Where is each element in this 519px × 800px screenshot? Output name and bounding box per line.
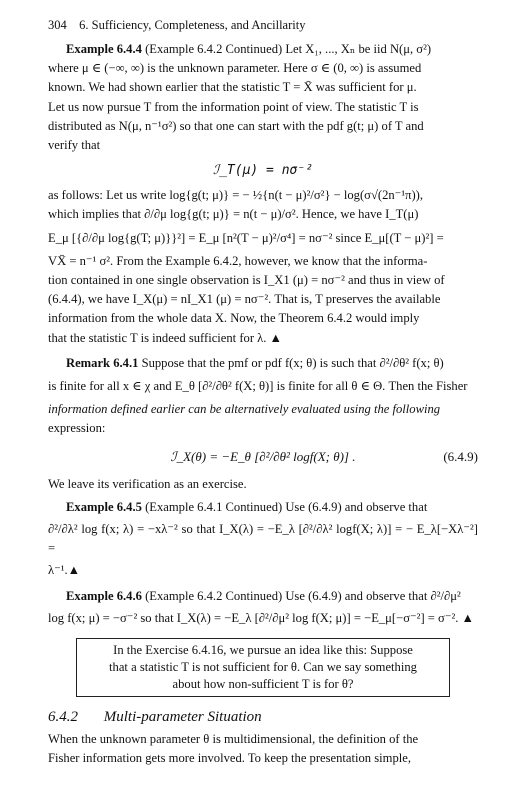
example-label: Example 6.4.6	[66, 588, 142, 603]
text-line: log f(x; μ) = −σ⁻² so that I_X(λ) = −E_λ [∂²/∂μ² log f(X; μ)] = −E_μ[−σ⁻²] = σ⁻². ▲	[48, 610, 475, 625]
text-line: known. We had shown earlier that the statistic T = X̄ was sufficient for μ.	[48, 80, 417, 95]
text-line: (6.4.4), we have I_X(μ) = nI_X1 (μ) = nσ⁻². That is, T preserves the available	[48, 292, 441, 307]
equation-body: ℐ_X(θ) = −E_θ [∂²/∂θ² logf(X; θ)] .	[170, 448, 356, 464]
note-line: about how non-sufficient T is for θ?	[172, 677, 354, 692]
running-header	[48, 18, 478, 40]
text-line: distributed as N(μ, n⁻¹σ²) so that one can start with the pdf g(t; μ) of T and	[48, 118, 424, 133]
text-line: E_μ [{∂/∂μ log{g(T; μ)}}²] = E_μ [n²(T − μ)²/σ⁴] = nσ⁻² since E_μ[(T − μ)²] =	[48, 230, 444, 245]
boxed-note	[76, 638, 450, 697]
text-line: λ⁻¹.▲	[48, 563, 81, 578]
remark-label: Remark 6.4.1	[66, 355, 139, 370]
display-equation: ℐ_T(μ) = nσ⁻²	[212, 163, 314, 179]
text-line: information from the whole data X. Now, the Theorem 6.4.2 would imply	[48, 311, 420, 326]
text-line: is finite for all x ∈ χ and E_θ [∂²/∂θ² f(X; θ)] is finite for all θ ∈ Θ. Then the Fisher	[48, 379, 468, 394]
text-line: When the unknown parameter θ is multidimensional, the definition of the	[48, 732, 419, 747]
equation-6-4-9	[48, 449, 478, 465]
example-label: Example 6.4.4	[66, 42, 142, 56]
running-title: 6. Sufficiency, Completeness, and Ancillarity	[79, 18, 306, 32]
section-heading	[48, 709, 478, 726]
text-line: verify that	[48, 138, 101, 153]
section-title: Multi-parameter Situation	[103, 709, 262, 726]
text-line: that the statistic T is indeed sufficient for λ. ▲	[48, 330, 283, 345]
text-line: We leave its verification as an exercise.	[48, 476, 247, 491]
example-6-4-6-line: Example 6.4.6 (Example 6.4.2 Continued) Use (6.4.9) and observe that ∂²/∂μ²	[66, 588, 461, 603]
text-line: ∂²/∂λ² log f(x; λ) = −xλ⁻² so that I_X(λ) = −E_λ [∂²/∂λ² logf(X; λ)] = − E_λ[−Xλ⁻²] =	[48, 522, 478, 556]
text-line: Fisher information gets more involved. To keep the presentation simple,	[48, 751, 411, 766]
example-label: Example 6.4.5	[66, 499, 142, 514]
text-line: VX̄ = n⁻¹ σ². From the Example 6.4.2, however, we know that the informa-	[48, 253, 428, 268]
text-line: information defined earlier can be alternatively evaluated using the following	[48, 402, 441, 417]
text-line: which implies that ∂/∂μ log{g(t; μ)} = n(t − μ)/σ². Hence, we have I_T(μ)	[48, 207, 419, 222]
equation-number: (6.4.9)	[443, 448, 478, 464]
text-line: expression:	[48, 421, 106, 436]
text-line: Let us now pursue T from the information point of view. The statistic T is	[48, 99, 419, 114]
section-number: 6.4.2	[48, 709, 78, 726]
page-number: 304	[48, 18, 67, 32]
example-6-4-5-line: Example 6.4.5 (Example 6.4.1 Continued) Use (6.4.9) and observe that	[66, 499, 428, 514]
page	[48, 18, 478, 768]
note-line: In the Exercise 6.4.16, we pursue an idea like this: Suppose	[113, 643, 413, 658]
remark-6-4-1-line: Remark 6.4.1 Suppose that the pmf or pdf f(x; θ) is such that ∂²/∂θ² f(x; θ)	[66, 355, 444, 370]
text-line: as follows: Let us write log{g(t; μ)} = − ½{n(t − μ)²/σ²} − log(σ√(2n⁻¹π)),	[48, 188, 423, 203]
note-line: that a statistic T is not sufficient for θ. Can we say something	[109, 660, 417, 675]
example-6-4-4-line: Example 6.4.4 (Example 6.4.2 Continued) Let X₁, ..., Xₙ be iid N(μ, σ²)	[66, 42, 432, 56]
text-line: where μ ∈ (−∞, ∞) is the unknown parameter. Here σ ∈ (0, ∞) is assumed	[48, 61, 422, 76]
text-line: tion contained in one single observation is I_X1 (μ) = nσ⁻² and thus in view of	[48, 273, 445, 288]
